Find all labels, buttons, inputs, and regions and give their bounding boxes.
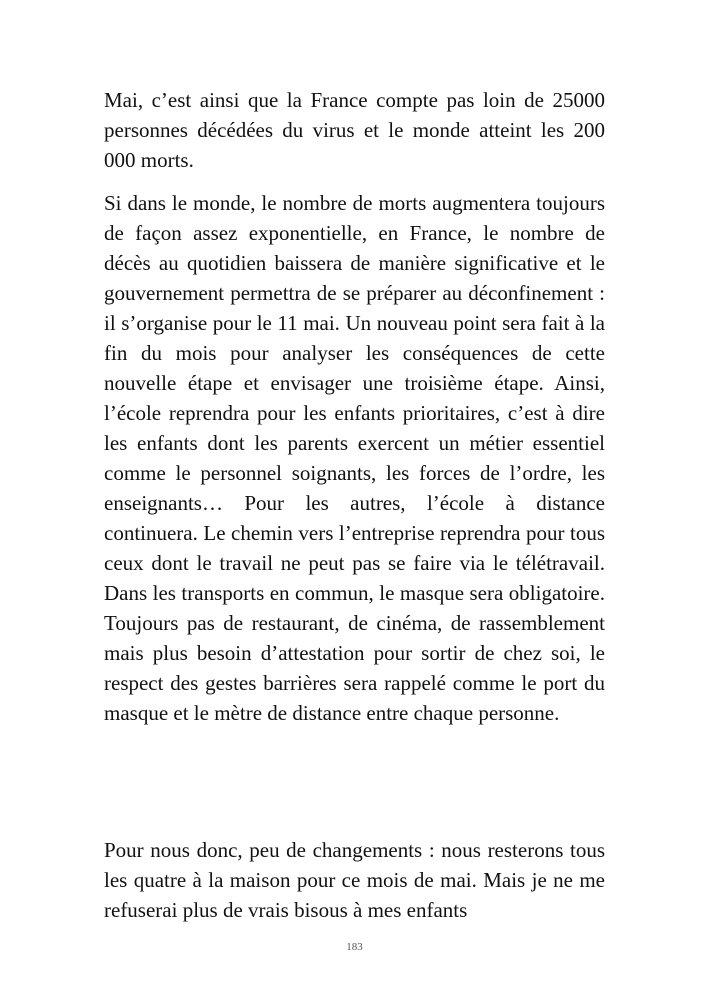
page-number: 183 bbox=[346, 941, 363, 953]
paragraph-1: Mai, c’est ainsi que la France compte pas loin de 25000 personnes décédées du virus et le monde atteint les 200 000 morts. bbox=[104, 88, 605, 172]
paragraph-3: Pour nous donc, peu de changements : nous resterons tous les quatre à la maison pour ce mois de mai. Mais je ne me refuserai plus de vrais bisous à mes enfants bbox=[104, 838, 605, 922]
paragraph-2: Si dans le monde, le nombre de morts augmentera toujours de façon assez exponentielle, en France, le nombre de décès au quotidien baissera de manière significative et le gouvernement permettra de se préparer au déconfinement : il s’organise pour le 11 mai. Un nouveau point sera fait à la fin du mois pour analyser les conséquences de cette nouvelle étape et envisager une troisième étape. Ainsi, l’école reprendra pour les enfants prioritaires, c’est à dire les enfants dont les parents exercent un métier essentiel comme le personnel soignants, les forces de l’ordre, les enseignants… Pour les autres, l’école à distance continuera. Le chemin vers l’entreprise reprendra pour tous ceux dont le travail ne peut pas se faire via le télétravail. Dans les transports en commun, le masque sera obligatoire. Toujours pas de restaurant, de cinéma, de rassemblement mais plus besoin d’attestation pour sortir de chez soi, le respect des gestes barrières sera rappelé comme le port du masque et le mètre de distance entre chaque personne. bbox=[104, 191, 605, 725]
